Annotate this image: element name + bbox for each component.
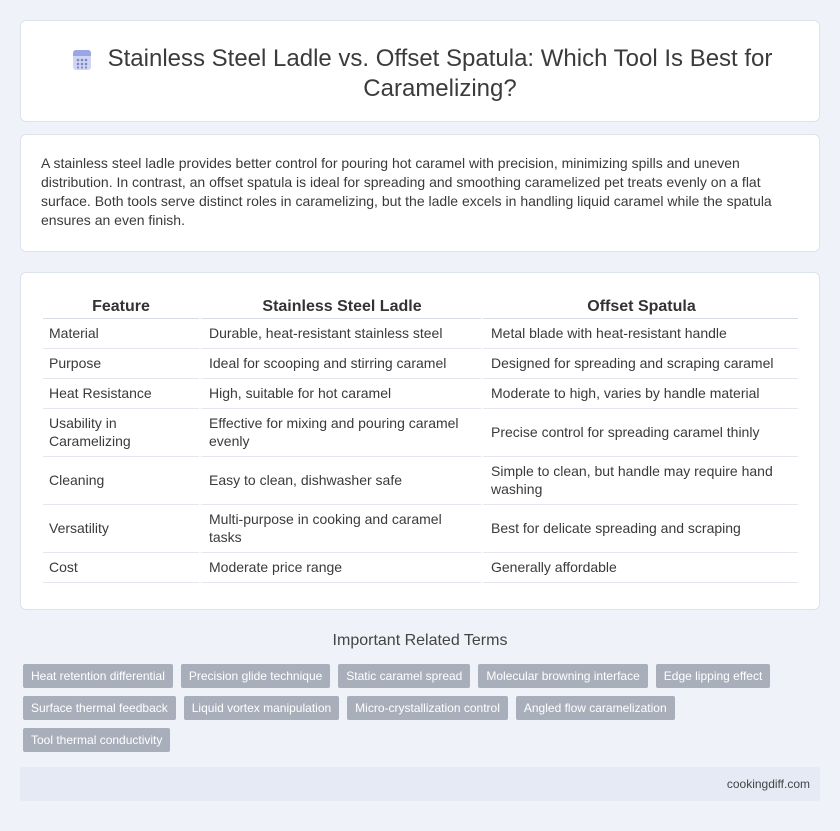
related-terms-list — [23, 664, 803, 752]
table-row — [43, 457, 798, 505]
related-term-tag[interactable]: Static caramel spread — [338, 664, 470, 688]
table-header-row — [43, 295, 798, 319]
row-feature: Heat Resistance — [43, 379, 199, 409]
table-row — [43, 349, 798, 379]
table-row — [43, 379, 798, 409]
row-spatula-value: Metal blade with heat-resistant handle — [481, 319, 798, 349]
related-term-tag[interactable]: Precision glide technique — [181, 664, 330, 688]
title-wrap — [71, 44, 789, 104]
row-spatula-value: Precise control for spreading caramel thinly — [481, 409, 798, 457]
row-feature: Material — [43, 319, 199, 349]
related-term-tag[interactable]: Tool thermal conductivity — [23, 728, 170, 752]
intro-card — [20, 134, 820, 252]
row-ladle-value: Ideal for scooping and stirring caramel — [199, 349, 481, 379]
row-ladle-value: Easy to clean, dishwasher safe — [199, 457, 481, 505]
intro-paragraph: A stainless steel ladle provides better control for pouring hot caramel with precision, minimizing spills and uneven distribution. In contrast, an offset spatula is ideal for spreading and smoothing caramelized pet treats evenly on a flat surface. Both tools serve distinct roles in caramelizing, but the ladle excels in handling liquid caramel while the spatula ensures an even finish. — [41, 155, 772, 228]
footer-site-link[interactable]: cookingdiff.com — [726, 777, 810, 791]
row-feature: Usability in Caramelizing — [43, 409, 199, 457]
related-term-tag[interactable]: Liquid vortex manipulation — [184, 696, 339, 720]
footer-bar — [20, 767, 820, 801]
related-term-tag[interactable]: Micro-crystallization control — [347, 696, 508, 720]
row-spatula-value: Best for delicate spreading and scraping — [481, 505, 798, 553]
row-spatula-value: Moderate to high, varies by handle material — [481, 379, 798, 409]
comparison-table — [43, 295, 798, 583]
related-term-tag[interactable]: Molecular browning interface — [478, 664, 647, 688]
table-row — [43, 319, 798, 349]
header-feature: Feature — [43, 295, 199, 319]
related-term-tag[interactable]: Heat retention differential — [23, 664, 173, 688]
table-row — [43, 409, 798, 457]
row-feature: Cost — [43, 553, 199, 583]
row-spatula-value: Simple to clean, but handle may require hand washing — [481, 457, 798, 505]
header-spatula: Offset Spatula — [481, 295, 798, 319]
page-title: Stainless Steel Ladle vs. Offset Spatula: Which Tool Is Best for Caramelizing? — [107, 45, 773, 102]
related-term-tag[interactable]: Edge lipping effect — [656, 664, 771, 688]
row-ladle-value: Effective for mixing and pouring caramel evenly — [199, 409, 481, 457]
row-spatula-value: Designed for spreading and scraping caramel — [481, 349, 798, 379]
row-ladle-value: Multi-purpose in cooking and caramel tasks — [199, 505, 481, 553]
row-ladle-value: High, suitable for hot caramel — [199, 379, 481, 409]
row-feature: Purpose — [43, 349, 199, 379]
row-ladle-value: Moderate price range — [199, 553, 481, 583]
row-feature: Cleaning — [43, 457, 199, 505]
table-row — [43, 553, 798, 583]
row-feature: Versatility — [43, 505, 199, 553]
row-spatula-value: Generally affordable — [481, 553, 798, 583]
related-term-tag[interactable]: Surface thermal feedback — [23, 696, 176, 720]
related-terms-title: Important Related Terms — [332, 632, 508, 649]
comparison-table-card — [20, 272, 820, 610]
header-ladle: Stainless Steel Ladle — [199, 295, 481, 319]
related-term-tag[interactable]: Angled flow caramelization — [516, 696, 675, 720]
table-row — [43, 505, 798, 553]
title-card — [20, 20, 820, 122]
row-ladle-value: Durable, heat-resistant stainless steel — [199, 319, 481, 349]
